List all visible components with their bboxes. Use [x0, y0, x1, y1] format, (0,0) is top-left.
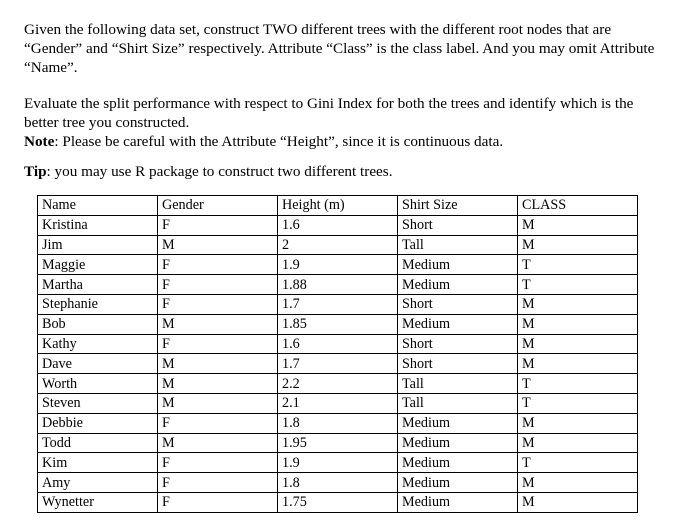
- table-row: [38, 255, 638, 275]
- header-gender: Gender: [158, 196, 278, 216]
- table-body: [38, 215, 638, 512]
- cell-height: 1.88: [278, 275, 398, 295]
- cell-name: Kristina: [38, 215, 158, 235]
- tip-label: Tip: [24, 163, 47, 180]
- cell-class: T: [518, 374, 638, 394]
- table-header-row: [38, 196, 638, 216]
- cell-class: M: [518, 235, 638, 255]
- cell-class: M: [518, 433, 638, 453]
- cell-gender: F: [158, 294, 278, 314]
- table-row: [38, 413, 638, 433]
- cell-name: Kathy: [38, 334, 158, 354]
- cell-gender: M: [158, 354, 278, 374]
- cell-shirt-size: Tall: [398, 235, 518, 255]
- cell-height: 2.2: [278, 374, 398, 394]
- tip-line: [24, 162, 664, 181]
- table-row: [38, 492, 638, 512]
- dataset-table: [37, 195, 638, 513]
- cell-height: 1.9: [278, 255, 398, 275]
- cell-gender: M: [158, 393, 278, 413]
- header-class: CLASS: [518, 196, 638, 216]
- table-row: [38, 235, 638, 255]
- note-text: : Please be careful with the Attribute “Height”, since it is continuous data.: [54, 133, 504, 150]
- cell-height: 1.6: [278, 215, 398, 235]
- cell-height: 1.9: [278, 453, 398, 473]
- table-row: [38, 334, 638, 354]
- cell-shirt-size: Medium: [398, 492, 518, 512]
- evaluation-text: Evaluate the split performance with respect to Gini Index for both the trees and identify which is the better tree you constructed.: [24, 95, 634, 131]
- cell-shirt-size: Medium: [398, 255, 518, 275]
- cell-class: M: [518, 215, 638, 235]
- cell-height: 1.6: [278, 334, 398, 354]
- cell-gender: M: [158, 374, 278, 394]
- cell-shirt-size: Tall: [398, 374, 518, 394]
- cell-gender: M: [158, 314, 278, 334]
- cell-name: Todd: [38, 433, 158, 453]
- cell-name: Martha: [38, 275, 158, 295]
- cell-class: T: [518, 275, 638, 295]
- tip-text: : you may use R package to construct two different trees.: [46, 163, 393, 180]
- cell-shirt-size: Short: [398, 294, 518, 314]
- cell-class: T: [518, 393, 638, 413]
- cell-class: T: [518, 453, 638, 473]
- cell-shirt-size: Medium: [398, 275, 518, 295]
- cell-name: Dave: [38, 354, 158, 374]
- task-description: [24, 20, 664, 77]
- task-description-text: Given the following data set, construct TWO different trees with the different root nodes that are “Gender” and “Shirt Size” respectively. Attribute “Class” is the class label. And you may omit Attribute “Name”.: [24, 21, 655, 76]
- cell-height: 1.75: [278, 492, 398, 512]
- cell-gender: F: [158, 255, 278, 275]
- cell-gender: F: [158, 473, 278, 493]
- cell-gender: F: [158, 215, 278, 235]
- table-row: [38, 433, 638, 453]
- cell-name: Wynetter: [38, 492, 158, 512]
- cell-class: T: [518, 255, 638, 275]
- table-row: [38, 294, 638, 314]
- cell-height: 1.8: [278, 413, 398, 433]
- table-row: [38, 314, 638, 334]
- table-row: [38, 354, 638, 374]
- cell-shirt-size: Short: [398, 334, 518, 354]
- cell-shirt-size: Medium: [398, 453, 518, 473]
- cell-class: M: [518, 413, 638, 433]
- table-row: [38, 215, 638, 235]
- cell-name: Worth: [38, 374, 158, 394]
- cell-gender: F: [158, 492, 278, 512]
- cell-name: Stephanie: [38, 294, 158, 314]
- cell-height: 1.95: [278, 433, 398, 453]
- cell-gender: F: [158, 413, 278, 433]
- cell-class: M: [518, 354, 638, 374]
- cell-shirt-size: Medium: [398, 473, 518, 493]
- header-height: Height (m): [278, 196, 398, 216]
- cell-class: M: [518, 492, 638, 512]
- cell-name: Jim: [38, 235, 158, 255]
- cell-gender: F: [158, 453, 278, 473]
- cell-class: M: [518, 314, 638, 334]
- cell-class: M: [518, 334, 638, 354]
- cell-height: 1.7: [278, 354, 398, 374]
- cell-shirt-size: Medium: [398, 314, 518, 334]
- header-name: Name: [38, 196, 158, 216]
- cell-shirt-size: Tall: [398, 393, 518, 413]
- table-row: [38, 473, 638, 493]
- cell-height: 2.1: [278, 393, 398, 413]
- cell-class: M: [518, 473, 638, 493]
- cell-name: Kim: [38, 453, 158, 473]
- cell-shirt-size: Medium: [398, 433, 518, 453]
- cell-height: 1.85: [278, 314, 398, 334]
- cell-gender: M: [158, 235, 278, 255]
- table-row: [38, 393, 638, 413]
- table-row: [38, 374, 638, 394]
- cell-shirt-size: Short: [398, 354, 518, 374]
- table-row: [38, 453, 638, 473]
- note-line: [24, 132, 664, 151]
- header-shirt-size: Shirt Size: [398, 196, 518, 216]
- cell-shirt-size: Medium: [398, 413, 518, 433]
- cell-height: 1.7: [278, 294, 398, 314]
- cell-gender: M: [158, 433, 278, 453]
- cell-name: Amy: [38, 473, 158, 493]
- cell-gender: F: [158, 334, 278, 354]
- evaluation-instructions: [24, 94, 664, 151]
- cell-height: 1.8: [278, 473, 398, 493]
- note-label: Note: [24, 133, 55, 150]
- cell-gender: F: [158, 275, 278, 295]
- cell-name: Bob: [38, 314, 158, 334]
- cell-name: Debbie: [38, 413, 158, 433]
- cell-height: 2: [278, 235, 398, 255]
- cell-shirt-size: Short: [398, 215, 518, 235]
- cell-name: Maggie: [38, 255, 158, 275]
- table-row: [38, 275, 638, 295]
- cell-class: M: [518, 294, 638, 314]
- cell-name: Steven: [38, 393, 158, 413]
